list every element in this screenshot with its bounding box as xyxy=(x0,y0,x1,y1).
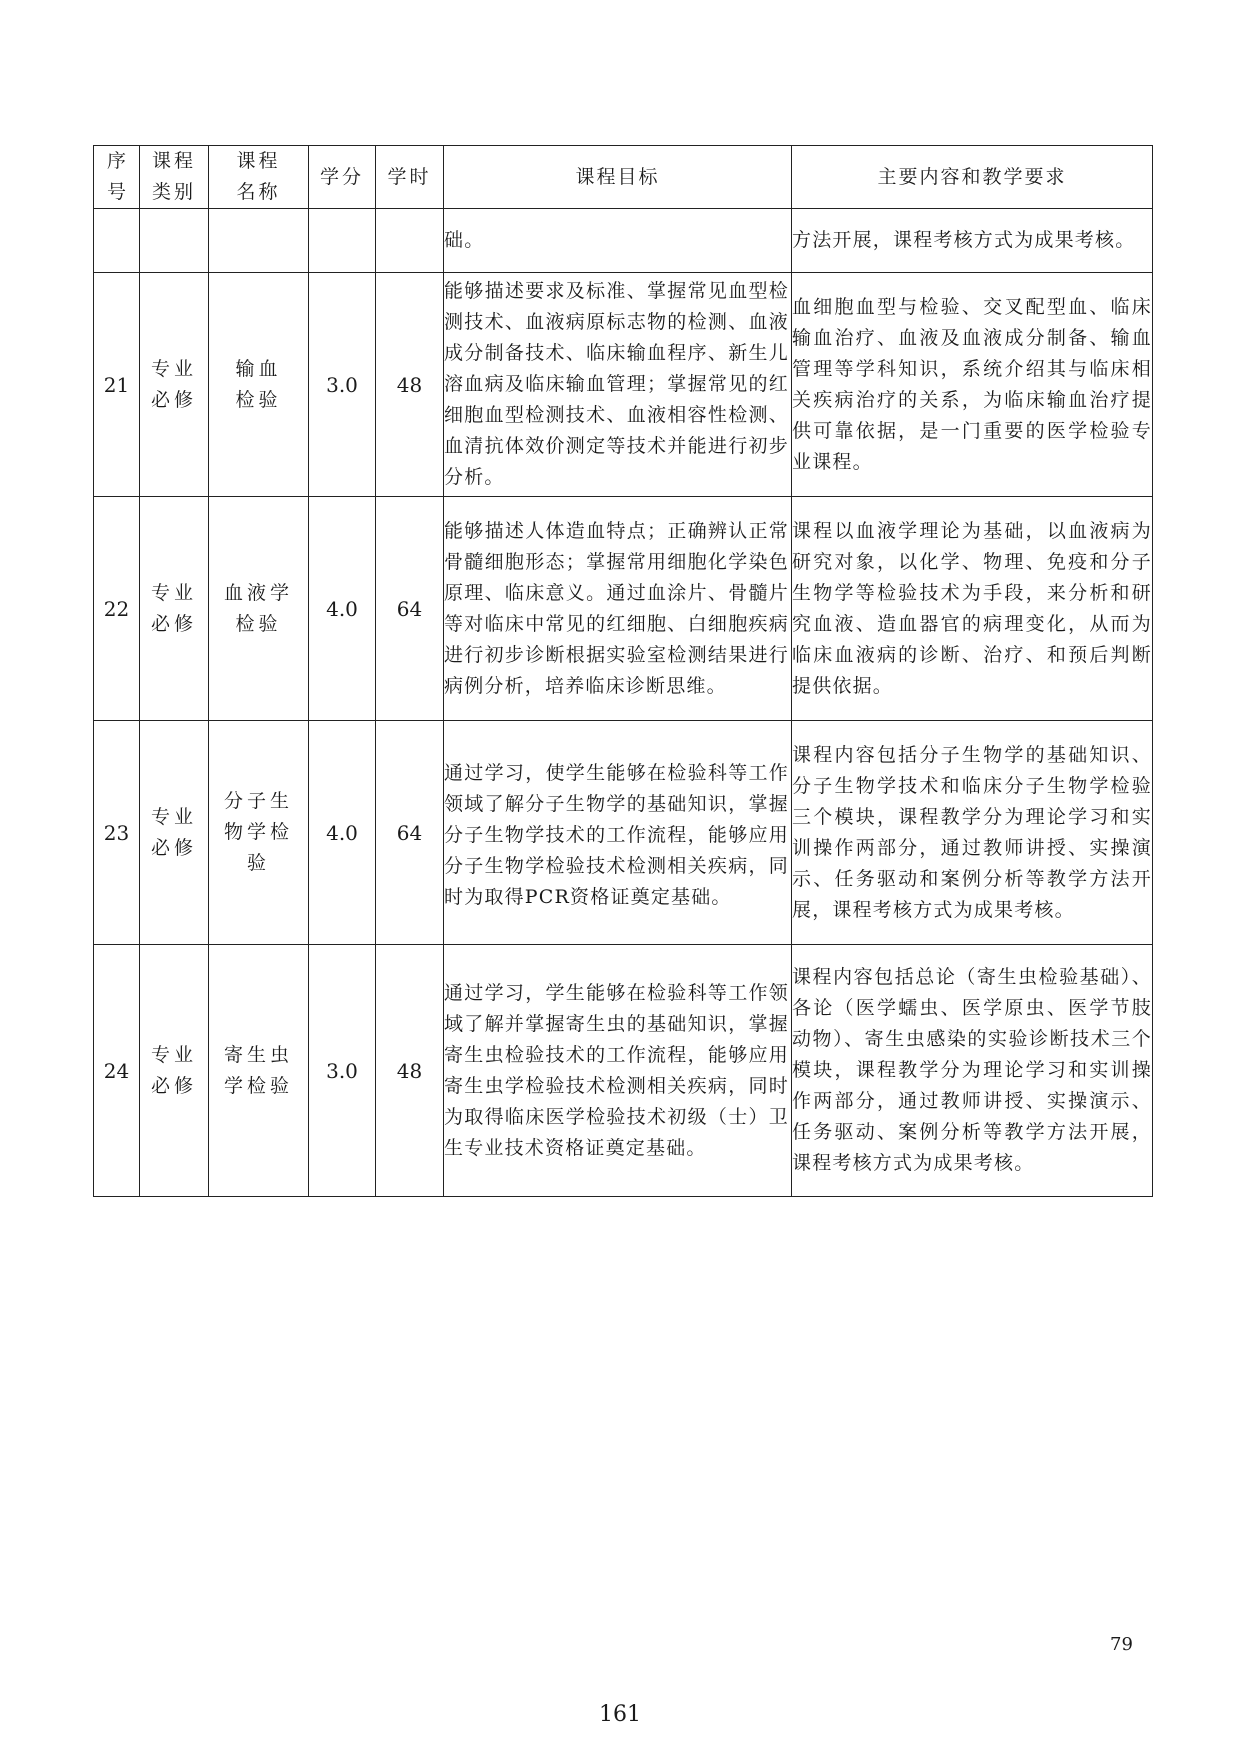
header-hours: 学时 xyxy=(376,146,444,209)
row-content: 课程内容包括总论（寄生虫检验基础）、各论（医学蠕虫、医学原虫、医学节肢动物）、寄生虫感染的实验诊断技术三个模块，课程教学分为理论学习和实训操作两部分，通过教师讲授、实操演示、任务驱动、案例分析等教学方法开展，课程考核方式为成果考核。 xyxy=(792,945,1153,1197)
cont-empty-no xyxy=(94,209,140,273)
cont-empty-credit xyxy=(309,209,376,273)
header-no: 序号 xyxy=(94,146,140,209)
row-category: 专业必修 xyxy=(140,721,209,945)
header-content: 主要内容和教学要求 xyxy=(792,146,1153,209)
row-course-name: 分子生物学检验 xyxy=(209,721,309,945)
cont-empty-category xyxy=(140,209,209,273)
row-category: 专业必修 xyxy=(140,945,209,1197)
row-hours: 48 xyxy=(376,273,444,497)
continuation-row xyxy=(94,209,1153,273)
row-course-name: 寄生虫学检验 xyxy=(209,945,309,1197)
cont-empty-hours xyxy=(376,209,444,273)
row-no: 21 xyxy=(94,273,140,497)
table-row xyxy=(94,497,1153,721)
row-no: 24 xyxy=(94,945,140,1197)
table-row xyxy=(94,273,1153,497)
header-row xyxy=(94,146,1153,209)
row-category: 专业必修 xyxy=(140,273,209,497)
page-number: 161 xyxy=(599,1702,641,1727)
header-category: 课程类别 xyxy=(140,146,209,209)
row-course-name: 输血检验 xyxy=(209,273,309,497)
row-no: 22 xyxy=(94,497,140,721)
cont-content: 方法开展，课程考核方式为成果考核。 xyxy=(792,209,1153,273)
cont-empty-name xyxy=(209,209,309,273)
table-row xyxy=(94,721,1153,945)
row-credit: 3.0 xyxy=(309,273,376,497)
row-hours: 64 xyxy=(376,721,444,945)
row-content: 血细胞血型与检验、交叉配型血、临床输血治疗、血液及血液成分制备、输血管理等学科知识，系统介绍其与临床相关疾病治疗的关系，为临床输血治疗提供可靠依据，是一门重要的医学检验专业课程。 xyxy=(792,273,1153,497)
cont-goal: 础。 xyxy=(444,209,792,273)
header-name: 课程名称 xyxy=(209,146,309,209)
page-number-small: 79 xyxy=(1110,1634,1133,1655)
row-credit: 4.0 xyxy=(309,721,376,945)
row-goal: 能够描述要求及标准、掌握常见血型检测技术、血液病原标志物的检测、血液成分制备技术、临床输血程序、新生儿溶血病及临床输血管理；掌握常见的红细胞血型检测技术、血液相容性检测、血清抗体效价测定等技术并能进行初步分析。 xyxy=(444,273,792,497)
header-goal: 课程目标 xyxy=(444,146,792,209)
row-goal: 通过学习，使学生能够在检验科等工作领域了解分子生物学的基础知识，掌握分子生物学技术的工作流程，能够应用分子生物学检验技术检测相关疾病，同时为取得PCR资格证奠定基础。 xyxy=(444,721,792,945)
row-hours: 48 xyxy=(376,945,444,1197)
row-course-name: 血液学检验 xyxy=(209,497,309,721)
row-goal: 通过学习，学生能够在检验科等工作领域了解并掌握寄生虫的基础知识，掌握寄生虫检验技术的工作流程，能够应用寄生虫学检验技术检测相关疾病，同时为取得临床医学检验技术初级（士）卫生专业技术资格证奠定基础。 xyxy=(444,945,792,1197)
row-content: 课程内容包括分子生物学的基础知识、分子生物学技术和临床分子生物学检验三个模块，课程教学分为理论学习和实训操作两部分，通过教师讲授、实操演示、任务驱动和案例分析等教学方法开展，课程考核方式为成果考核。 xyxy=(792,721,1153,945)
table-row xyxy=(94,945,1153,1197)
row-credit: 3.0 xyxy=(309,945,376,1197)
header-credit: 学分 xyxy=(309,146,376,209)
row-content: 课程以血液学理论为基础，以血液病为研究对象，以化学、物理、免疫和分子生物学等检验技术为手段，来分析和研究血液、造血器官的病理变化，从而为临床血液病的诊断、治疗、和预后判断提供依据。 xyxy=(792,497,1153,721)
row-goal: 能够描述人体造血特点；正确辨认正常骨髓细胞形态；掌握常用细胞化学染色原理、临床意义。通过血涂片、骨髓片等对临床中常见的红细胞、白细胞疾病进行初步诊断根据实验室检测结果进行病例分析，培养临床诊断思维。 xyxy=(444,497,792,721)
row-credit: 4.0 xyxy=(309,497,376,721)
row-hours: 64 xyxy=(376,497,444,721)
row-category: 专业必修 xyxy=(140,497,209,721)
row-no: 23 xyxy=(94,721,140,945)
course-table xyxy=(93,145,1153,1197)
